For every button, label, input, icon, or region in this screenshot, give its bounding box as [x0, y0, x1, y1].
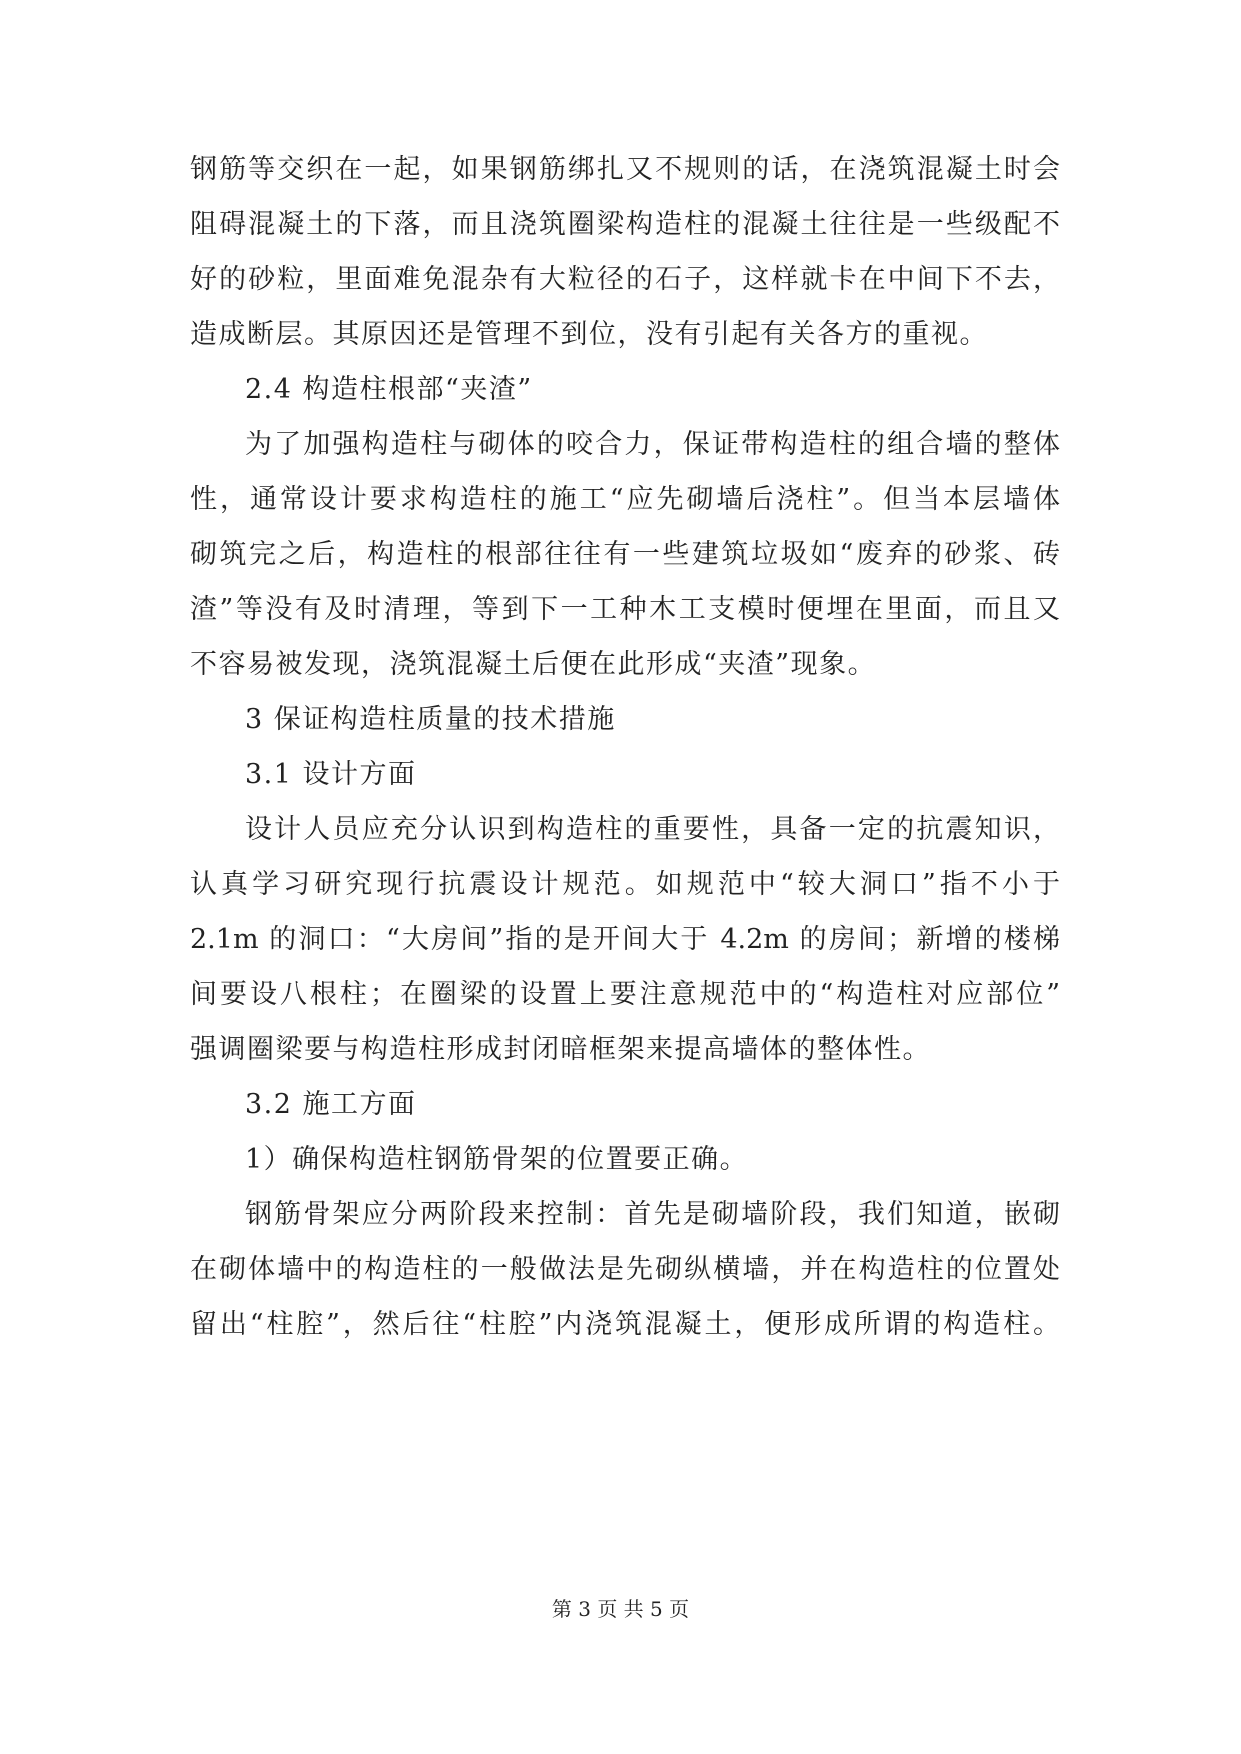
section-heading: 3.2 施工方面	[245, 1089, 417, 1120]
text-line: 设计人员应充分认识到构造柱的重要性，具备一定的抗震知识，	[245, 814, 1060, 845]
text-line: 为了加强构造柱与砌体的咬合力，保证带构造柱的组合墙的整体	[245, 429, 1060, 460]
section-heading: 2.4 构造柱根部“夹渣”	[245, 374, 533, 405]
text-line: 间要设八根柱；在圈梁的设置上要注意规范中的“构造柱对应部位”	[190, 979, 1060, 1010]
text-line: 造成断层。其原因还是管理不到位，没有引起有关各方的重视。	[190, 319, 988, 350]
section-heading: 3.1 设计方面	[245, 759, 417, 790]
text-line: 好的砂粒，里面难免混杂有大粒径的石子，这样就卡在中间下不去，	[190, 264, 1060, 295]
text-line: 强调圈梁要与构造柱形成封闭暗框架来提高墙体的整体性。	[190, 1034, 931, 1065]
section-heading: 3 保证构造柱质量的技术措施	[245, 704, 616, 735]
text-line: 留出“柱腔”，然后往“柱腔”内浇筑混凝土，便形成所谓的构造柱。	[190, 1309, 1060, 1340]
text-line: 钢筋等交织在一起，如果钢筋绑扎又不规则的话，在浇筑混凝土时会	[190, 154, 1060, 185]
text-line: 在砌体墙中的构造柱的一般做法是先砌纵横墙，并在构造柱的位置处	[190, 1254, 1060, 1285]
text-line: 砌筑完之后，构造柱的根部往往有一些建筑垃圾如“废弃的砂浆、砖	[190, 539, 1060, 570]
text-line: 性，通常设计要求构造柱的施工“应先砌墙后浇柱”。但当本层墙体	[190, 484, 1060, 515]
text-line: 渣”等没有及时清理，等到下一工种木工支模时便埋在里面，而且又	[190, 594, 1060, 625]
list-item: 1）确保构造柱钢筋骨架的位置要正确。	[245, 1144, 749, 1175]
text-line: 2.1m 的洞口：“大房间”指的是开间大于 4.2m 的房间；新增的楼梯	[190, 924, 1060, 955]
text-line: 钢筋骨架应分两阶段来控制：首先是砌墙阶段，我们知道，嵌砌	[245, 1199, 1060, 1230]
text-line: 不容易被发现，浇筑混凝土后便在此形成“夹渣”现象。	[190, 649, 877, 680]
text-line: 阻碍混凝土的下落，而且浇筑圈梁构造柱的混凝土往往是一些级配不	[190, 209, 1060, 240]
page-number-footer: 第 3 页 共 5 页	[551, 1597, 690, 1621]
text-line: 认真学习研究现行抗震设计规范。如规范中“较大洞口”指不小于	[190, 869, 1060, 900]
